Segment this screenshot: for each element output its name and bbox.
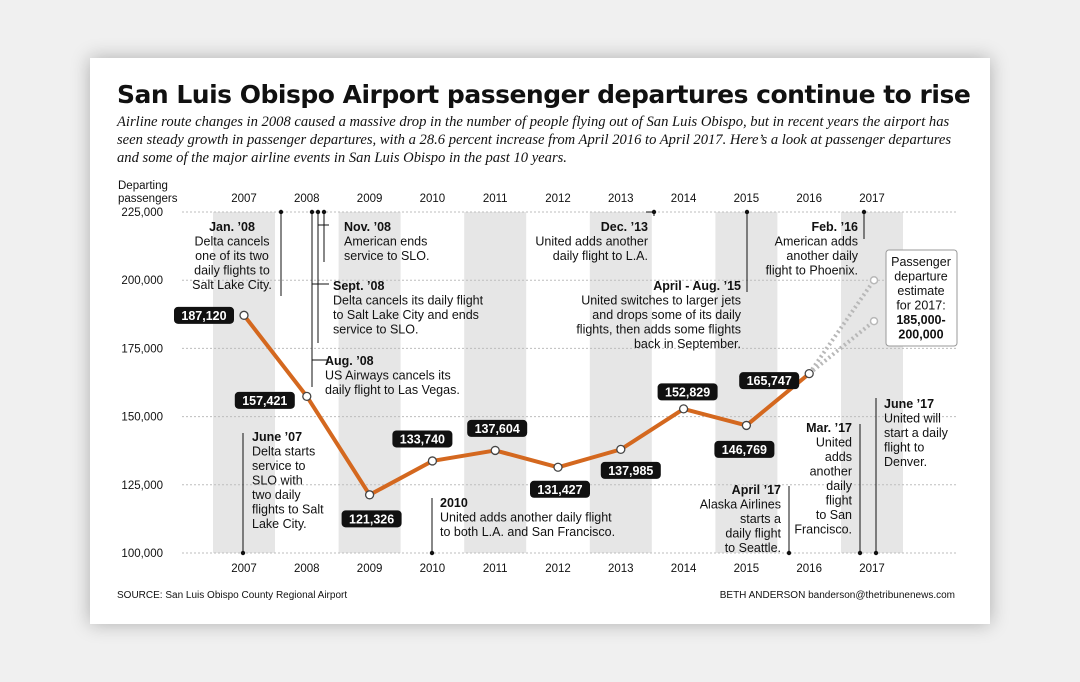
x-tick-label-top: 2008 <box>294 193 320 205</box>
y-tick-label: 100,000 <box>121 548 163 560</box>
data-point <box>491 446 499 454</box>
event-annotation-line: flight to Phoenix. <box>765 263 858 278</box>
y-tick-label: 200,000 <box>121 275 163 288</box>
event-annotation-line: daily flight to L.A. <box>552 249 648 263</box>
x-tick-label-bottom: 2011 <box>482 563 508 575</box>
data-point <box>554 463 562 471</box>
event-annotation <box>252 430 324 531</box>
data-point <box>617 445 625 453</box>
event-annotation-line: American ends <box>344 234 428 249</box>
event-annotation <box>700 483 782 555</box>
data-label: 187,120 <box>181 308 227 323</box>
annotation-leader-dot <box>322 210 326 214</box>
estimate-callout-text <box>891 255 951 342</box>
event-annotation-line: to both L.A. and San Francisco. <box>440 525 616 539</box>
event-annotation-heading: April ’17 <box>731 483 781 497</box>
event-annotation-line: United switches to larger jets <box>581 293 741 308</box>
event-annotation <box>440 496 615 539</box>
event-annotation <box>333 279 484 337</box>
annotation-leader-dot <box>241 551 245 555</box>
event-annotation-line: SLO with <box>252 473 303 488</box>
event-annotation-heading: Feb. ’16 <box>811 220 858 234</box>
event-annotation-line: starts a <box>740 512 781 526</box>
event-annotation-line: daily flight <box>725 526 781 541</box>
event-annotation-line: and drops some of its daily <box>592 308 741 322</box>
x-tick-label-bottom: 2015 <box>733 563 760 575</box>
x-tick-label-bottom: 2009 <box>356 563 383 575</box>
event-annotation-heading: Jan. ’08 <box>209 220 255 234</box>
x-tick-label-bottom: 2012 <box>545 563 571 575</box>
event-annotation <box>794 421 852 537</box>
event-annotation-line: Denver. <box>884 455 928 469</box>
event-annotation-line: Delta cancels <box>194 234 270 249</box>
data-point <box>742 421 750 429</box>
event-annotation-line: United will <box>884 411 941 426</box>
event-annotation-line: flights, then adds some flights <box>576 322 741 337</box>
data-point <box>366 491 374 499</box>
x-tick-label-bottom: 2013 <box>608 563 634 575</box>
event-annotation-line: daily flight to Las Vegas. <box>325 383 460 397</box>
data-label: 121,326 <box>349 512 395 527</box>
estimate-callout-line: 200,000 <box>898 327 944 342</box>
annotation-leader-dot <box>862 210 866 214</box>
event-annotation-heading: Dec. ’13 <box>600 220 648 234</box>
data-point <box>303 392 311 400</box>
event-annotation-line: US Airways cancels its <box>325 368 451 383</box>
x-tick-label-bottom: 2007 <box>231 563 257 575</box>
x-tick-label-top: 2016 <box>796 193 822 205</box>
data-label: 165,747 <box>746 374 792 389</box>
event-annotation-line: flights to Salt <box>252 502 324 517</box>
event-annotation <box>766 220 859 278</box>
event-annotation-line: back in September. <box>633 337 741 351</box>
annotation-leader-dot <box>787 551 791 555</box>
x-tick-label-bottom: 2008 <box>294 563 320 575</box>
event-annotation-line: Lake City. <box>252 517 307 531</box>
data-point <box>428 457 436 465</box>
data-label: 131,427 <box>537 482 583 497</box>
x-tick-label-top: 2014 <box>670 193 697 205</box>
annotation-leader-dot <box>874 551 878 555</box>
year-column-band <box>464 212 526 553</box>
data-label: 137,604 <box>474 421 520 436</box>
event-annotation-line: Salt Lake City. <box>192 278 272 292</box>
event-annotation-heading: Mar. ’17 <box>806 421 852 435</box>
y-tick-label: 175,000 <box>121 343 163 356</box>
event-annotation-line: daily <box>826 479 852 493</box>
event-annotation-line: another daily <box>786 249 858 263</box>
annotation-leader-dot <box>430 551 434 555</box>
estimate-callout-line: departure <box>894 269 948 284</box>
data-label: 157,421 <box>242 393 288 408</box>
event-annotation-heading: Nov. ’08 <box>344 220 392 234</box>
x-tick-label-top: 2007 <box>231 193 257 205</box>
y-tick-label: 150,000 <box>121 411 163 424</box>
event-annotation-heading: Aug. ’08 <box>325 354 374 368</box>
data-point <box>680 405 688 413</box>
data-label: 146,769 <box>721 442 767 457</box>
event-annotation-heading: June ’17 <box>884 397 935 411</box>
chart-title: San Luis Obispo Airport passenger departures continue to rise <box>117 80 971 109</box>
x-tick-label-top: 2011 <box>482 193 508 205</box>
event-annotation-line: adds <box>824 450 852 464</box>
x-tick-label-top: 2012 <box>545 193 571 205</box>
event-annotation-line: service to SLO. <box>333 322 419 337</box>
x-tick-label-top: 2017 <box>859 193 885 205</box>
annotation-leader-dot <box>745 210 749 214</box>
y-axis-label-line-1: Departing <box>118 180 168 192</box>
event-annotation-line: service to <box>252 459 306 473</box>
event-annotation-line: daily flights to <box>194 263 270 278</box>
estimate-callout-line: 185,000- <box>896 313 946 327</box>
source-note: SOURCE: San Luis Obispo County Regional Airport <box>117 590 348 601</box>
event-annotation-line: flight to <box>884 440 925 455</box>
data-label: 133,740 <box>399 432 445 447</box>
event-annotation <box>884 397 949 469</box>
x-tick-label-top: 2013 <box>608 193 634 205</box>
x-tick-label-bottom: 2010 <box>419 563 446 575</box>
event-annotation-line: to Seattle. <box>724 541 781 555</box>
event-annotation-line: United adds another daily flight <box>440 510 612 525</box>
annotation-leader-dot <box>316 210 320 214</box>
event-annotation-heading: 2010 <box>440 496 468 510</box>
x-tick-label-top: 2015 <box>733 193 760 205</box>
event-annotation-line: two daily <box>252 488 301 502</box>
event-annotation-line: another <box>809 464 852 479</box>
estimate-point <box>871 277 878 284</box>
data-label: 137,985 <box>608 463 654 478</box>
event-annotation-line: start a daily <box>884 426 948 440</box>
annotation-leader-dot <box>858 551 862 555</box>
estimate-callout-line: for 2017: <box>896 298 946 313</box>
y-tick-label: 225,000 <box>121 207 163 219</box>
estimate-point <box>871 318 878 325</box>
event-annotation-heading: Sept. ’08 <box>333 279 385 293</box>
event-annotation-line: to Salt Lake City and ends <box>333 308 479 322</box>
event-annotation-line: Delta cancels its daily flight <box>333 293 484 308</box>
annotation-leader-dot <box>310 210 314 214</box>
estimate-callout-line: estimate <box>897 284 945 298</box>
x-tick-label-bottom: 2014 <box>670 563 697 575</box>
data-point <box>240 311 248 319</box>
annotation-leader-dot <box>279 210 283 214</box>
x-tick-label-bottom: 2017 <box>859 563 885 575</box>
x-tick-label-bottom: 2016 <box>796 563 822 575</box>
event-annotation-line: flight <box>825 493 852 508</box>
event-annotation-line: Delta starts <box>252 444 316 459</box>
event-annotation-line: one of its two <box>195 249 269 263</box>
chart-subtitle: Airline route changes in 2008 caused a massive drop in the number of people flying out of San Luis Obispo, but in recent years the airport has seen steady growth in passenger departures, with a 28.6 percent increase from April 2016 to April 2017. Here’s a look at passenger departures and some of the major airline events in San Luis Obispo in the past 10 years. <box>117 114 952 166</box>
event-annotation-heading: June ’07 <box>252 430 303 444</box>
data-label: 152,829 <box>665 385 711 400</box>
event-annotation-line: Francisco. <box>794 522 852 537</box>
event-annotation-line: to San <box>815 508 852 522</box>
event-annotation-line: United adds another <box>535 234 648 249</box>
y-tick-label: 125,000 <box>121 479 163 492</box>
event-annotation-heading: April - Aug. ’15 <box>653 279 741 293</box>
event-annotation-line: service to SLO. <box>344 249 430 263</box>
x-tick-label-top: 2010 <box>419 193 446 205</box>
data-point <box>805 370 813 378</box>
event-annotation <box>344 220 429 263</box>
x-tick-label-top: 2009 <box>356 193 383 205</box>
year-column-band <box>590 212 652 553</box>
event-annotation-line: United <box>815 435 852 450</box>
credit-note: BETH ANDERSON banderson@thetribunenews.com <box>719 590 955 601</box>
event-annotation-line: American adds <box>774 234 858 249</box>
event-annotation-line: Alaska Airlines <box>699 497 781 512</box>
y-axis-label-line-2: passengers <box>118 193 178 205</box>
estimate-callout-line: Passenger <box>891 255 951 269</box>
